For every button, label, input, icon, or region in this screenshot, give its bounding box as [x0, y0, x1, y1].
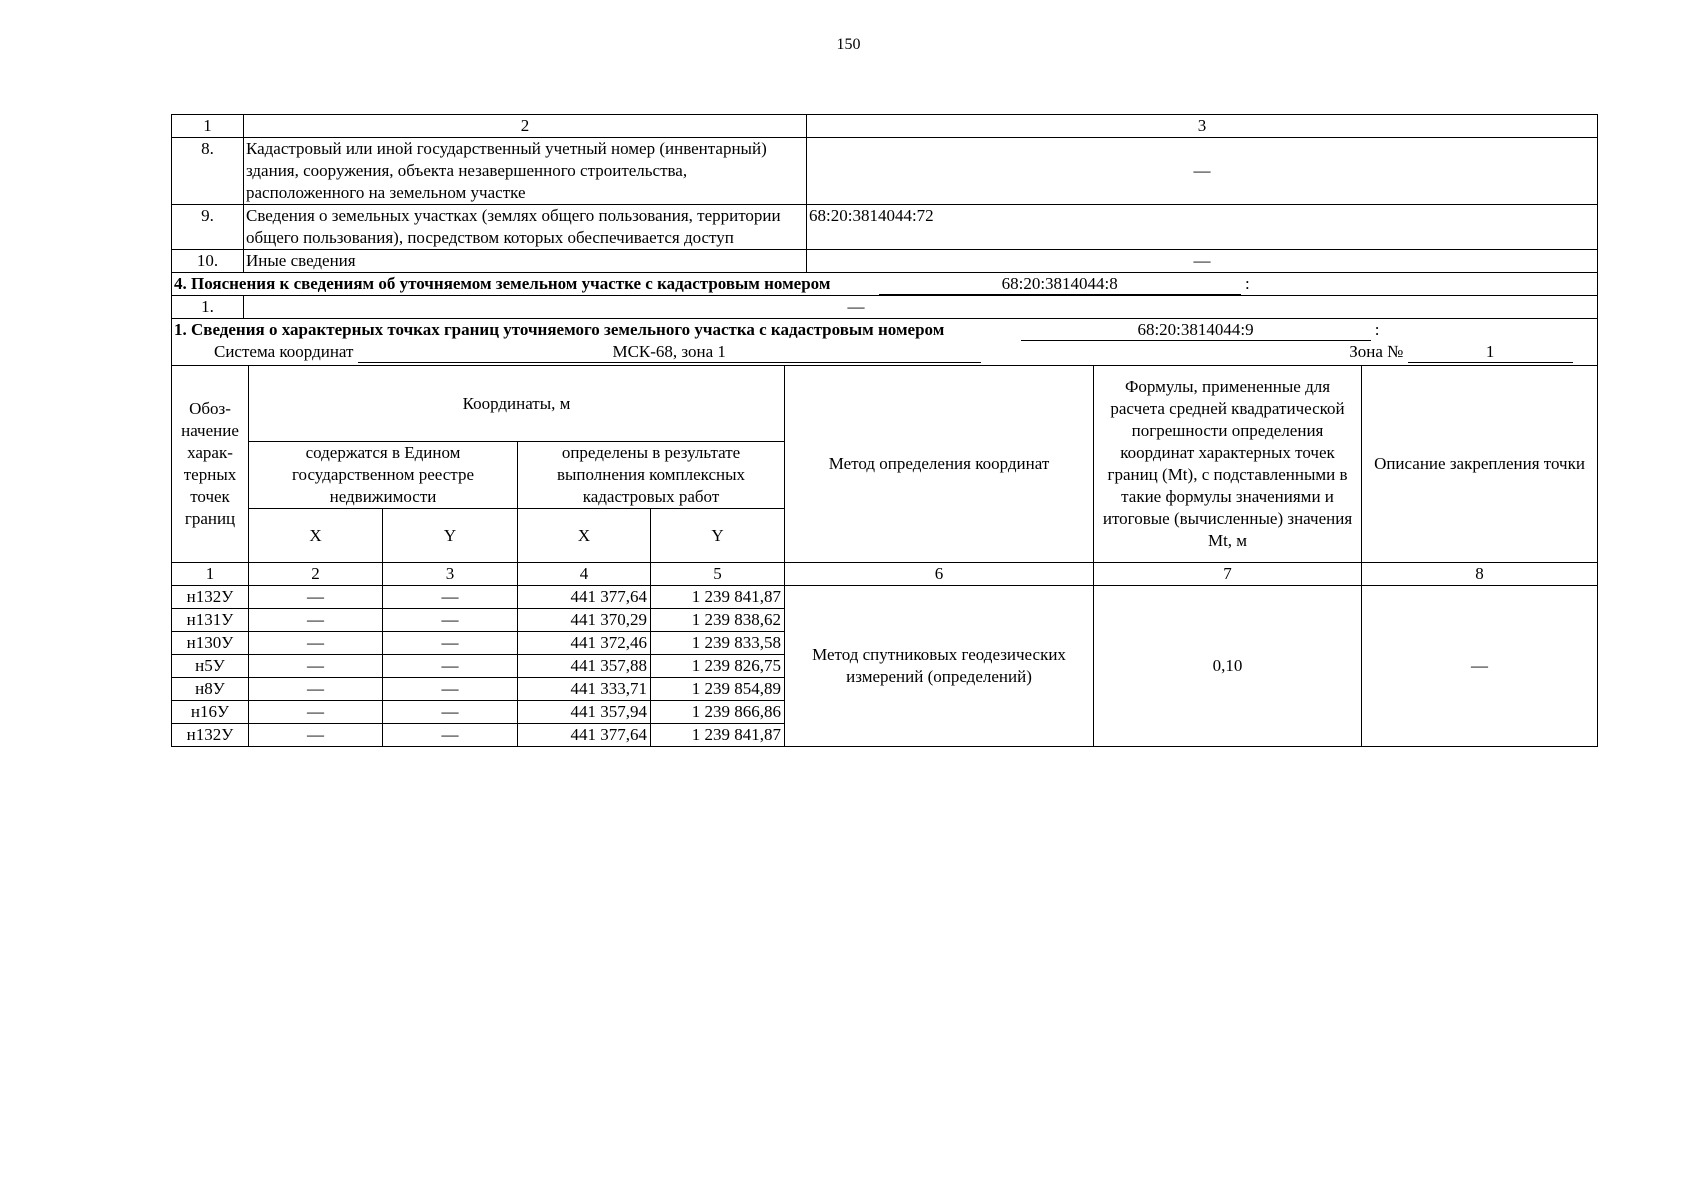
x-egrn: — [249, 609, 383, 632]
row-label: Сведения о земельных участках (землях общего пользования, территории общего пользования), посредством которых обеспечивается доступ [244, 205, 807, 250]
zone-value: 1 [1408, 342, 1573, 363]
row-value: — [847, 297, 865, 316]
column-number: 8 [1362, 563, 1598, 586]
x-works: 441 377,64 [518, 724, 651, 747]
row-number: 8. [172, 138, 244, 205]
y-works: 1 239 826,75 [651, 655, 785, 678]
mt-value: 0,10 [1094, 586, 1362, 747]
point-name: н131У [172, 609, 249, 632]
section-1-title-row [172, 319, 1598, 366]
info-table-header [172, 115, 1598, 138]
point-name: н5У [172, 655, 249, 678]
x-egrn: — [249, 632, 383, 655]
x-works: 441 333,71 [518, 678, 651, 701]
y-works: 1 239 866,86 [651, 701, 785, 724]
header-x-works: X [518, 509, 651, 563]
column-numbers-row [172, 563, 1598, 586]
y-egrn: — [383, 655, 518, 678]
info-row-8 [172, 138, 1598, 205]
header-formulas: Формулы, примененные для расчета средней квадратической погрешности определения координат характерных точек границ (Mt), с подставленными в такие формулы значениями и итоговые (вычисленные) значения Mt, м [1094, 366, 1362, 563]
x-works: 441 372,46 [518, 632, 651, 655]
table-row [172, 586, 1598, 609]
x-egrn: — [249, 678, 383, 701]
y-works: 1 239 833,58 [651, 632, 785, 655]
document-body [171, 114, 1598, 747]
points-table [171, 365, 1598, 747]
y-works: 1 239 838,62 [651, 609, 785, 632]
x-egrn: — [249, 655, 383, 678]
section-4-row-1 [172, 296, 1598, 319]
header-works: определены в результате выполнения комплексных кадастровых работ [518, 442, 785, 509]
point-name: н132У [172, 724, 249, 747]
column-number: 4 [518, 563, 651, 586]
x-egrn: — [249, 586, 383, 609]
y-works: 1 239 841,87 [651, 724, 785, 747]
section-1-title: 1. Сведения о характерных точках границ уточняемого земельного участка с кадастровым номером [174, 320, 945, 339]
column-number: 6 [785, 563, 1094, 586]
x-egrn: — [249, 724, 383, 747]
info-row-9 [172, 205, 1598, 250]
zone-label: Зона № [1349, 342, 1404, 361]
y-egrn: — [383, 609, 518, 632]
col-header-1: 1 [172, 115, 244, 138]
header-coordinates: Координаты, м [249, 366, 785, 442]
y-egrn: — [383, 632, 518, 655]
y-egrn: — [383, 678, 518, 701]
y-egrn: — [383, 724, 518, 747]
section-4-cadastral: 68:20:3814044:8 [879, 274, 1241, 295]
y-egrn: — [383, 586, 518, 609]
method-value: Метод спутниковых геодезических измерений (определений) [785, 586, 1094, 747]
column-number: 1 [172, 563, 249, 586]
section-4-title: 4. Пояснения к сведениям об уточняемом земельном участке с кадастровым номером [174, 274, 831, 293]
section-4-title-row [172, 273, 1598, 296]
y-works: 1 239 841,87 [651, 586, 785, 609]
point-name: н130У [172, 632, 249, 655]
column-number: 3 [383, 563, 518, 586]
row-value: — [807, 138, 1598, 205]
row-number: 10. [172, 250, 244, 273]
header-method: Метод определения координат [785, 366, 1094, 563]
col-header-3: 3 [807, 115, 1598, 138]
header-description: Описание закрепления точки [1362, 366, 1598, 563]
point-name: н16У [172, 701, 249, 724]
header-x-egrn: X [249, 509, 383, 563]
row-value: — [807, 250, 1598, 273]
x-works: 441 370,29 [518, 609, 651, 632]
column-number: 5 [651, 563, 785, 586]
coord-system-value: МСК-68, зона 1 [358, 342, 981, 363]
y-works: 1 239 854,89 [651, 678, 785, 701]
row-number: 1. [172, 296, 244, 319]
header-y-works: Y [651, 509, 785, 563]
x-works: 441 377,64 [518, 586, 651, 609]
x-egrn: — [249, 701, 383, 724]
row-number: 9. [172, 205, 244, 250]
point-name: н8У [172, 678, 249, 701]
col-header-2: 2 [244, 115, 807, 138]
column-number: 2 [249, 563, 383, 586]
info-table [171, 114, 1598, 366]
y-egrn: — [383, 701, 518, 724]
description-value: — [1362, 586, 1598, 747]
section-4-colon: : [1244, 274, 1250, 293]
section-1-colon: : [1374, 320, 1380, 339]
header-designation: Обоз-начение харак-терных точек границ [172, 366, 249, 563]
x-works: 441 357,88 [518, 655, 651, 678]
row-value: 68:20:3814044:72 [807, 205, 1598, 250]
info-row-10 [172, 250, 1598, 273]
row-label: Кадастровый или иной государственный учетный номер (инвентарный) здания, сооружения, объекта незавершенного строительства, расположенного на земельном участке [244, 138, 807, 205]
header-egrn: содержатся в Едином государственном реестре недвижимости [249, 442, 518, 509]
point-name: н132У [172, 586, 249, 609]
x-works: 441 357,94 [518, 701, 651, 724]
row-label: Иные сведения [244, 250, 807, 273]
column-number: 7 [1094, 563, 1362, 586]
page-number: 150 [836, 36, 861, 53]
header-y-egrn: Y [383, 509, 518, 563]
coord-system-label: Система координат [214, 342, 354, 361]
section-1-cadastral: 68:20:3814044:9 [1021, 320, 1371, 341]
